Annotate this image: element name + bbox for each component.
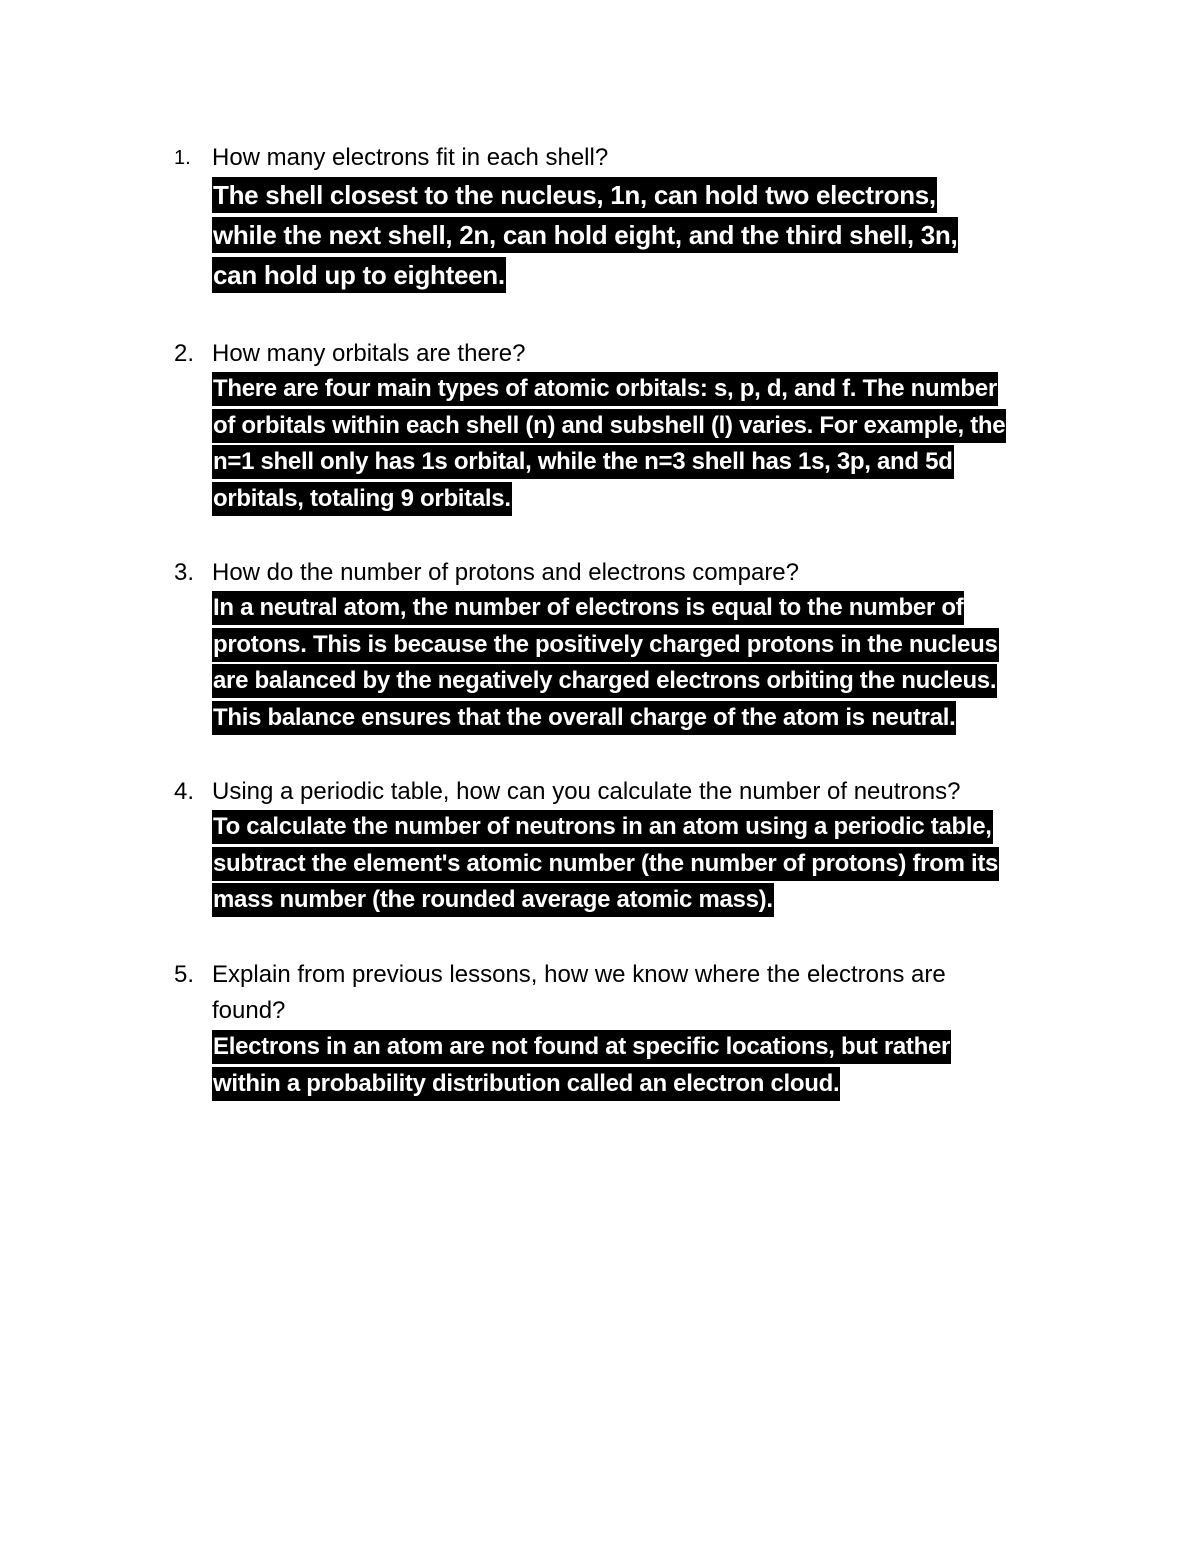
answer-line: subtract the element's atomic number (the number of protons) from its: [212, 847, 999, 881]
question-text-line: found?: [212, 997, 286, 1024]
question-text: How do the number of protons and electrons compare?: [212, 559, 800, 586]
question-number: 4.: [174, 778, 195, 805]
answer-line: The shell closest to the nucleus, 1n, can hold two electrons,: [212, 177, 937, 213]
answer-line: n=1 shell only has 1s orbital, while the n=3 shell has 1s, 3p, and 5d: [212, 445, 954, 479]
question-text: Using a periodic table, how can you calculate the number of neutrons?: [212, 778, 961, 805]
question-number: 3.: [174, 559, 195, 586]
answer-line: orbitals, totaling 9 orbitals.: [212, 482, 512, 516]
answer-line: are balanced by the negatively charged electrons orbiting the nucleus.: [212, 664, 997, 698]
answer-block: [212, 591, 1112, 737]
question-text: How many orbitals are there?: [212, 340, 526, 367]
answer-line: In a neutral atom, the number of electrons is equal to the number of: [212, 591, 964, 625]
answer-line: Electrons in an atom are not found at specific locations, but rather: [212, 1030, 951, 1064]
answer-block: [212, 810, 1112, 920]
answer-line: within a probability distribution called an electron cloud.: [212, 1067, 840, 1101]
answer-line: This balance ensures that the overall charge of the atom is neutral.: [212, 701, 956, 735]
question-text: [212, 957, 1072, 1029]
answer-block: [212, 1030, 1112, 1103]
answer-line: while the next shell, 2n, can hold eight, and the third shell, 3n,: [212, 217, 958, 253]
question-text-line: Explain from previous lessons, how we know where the electrons are: [212, 961, 946, 988]
question-number: 2.: [174, 340, 195, 367]
answer-block: [212, 177, 1112, 297]
answer-line: can hold up to eighteen.: [212, 257, 506, 293]
answer-line: of orbitals within each shell (n) and subshell (l) varies. For example, the: [212, 409, 1006, 443]
question-text: How many electrons fit in each shell?: [212, 144, 609, 171]
answer-block: [212, 372, 1112, 518]
answer-line: mass number (the rounded average atomic mass).: [212, 883, 774, 917]
answer-line: protons. This is because the positively charged protons in the nucleus: [212, 628, 999, 662]
answer-line: To calculate the number of neutrons in an atom using a periodic table,: [212, 810, 993, 844]
question-number: 1.: [174, 147, 191, 169]
question-number: 5.: [174, 961, 195, 988]
answer-line: There are four main types of atomic orbitals: s, p, d, and f. The number: [212, 372, 998, 406]
